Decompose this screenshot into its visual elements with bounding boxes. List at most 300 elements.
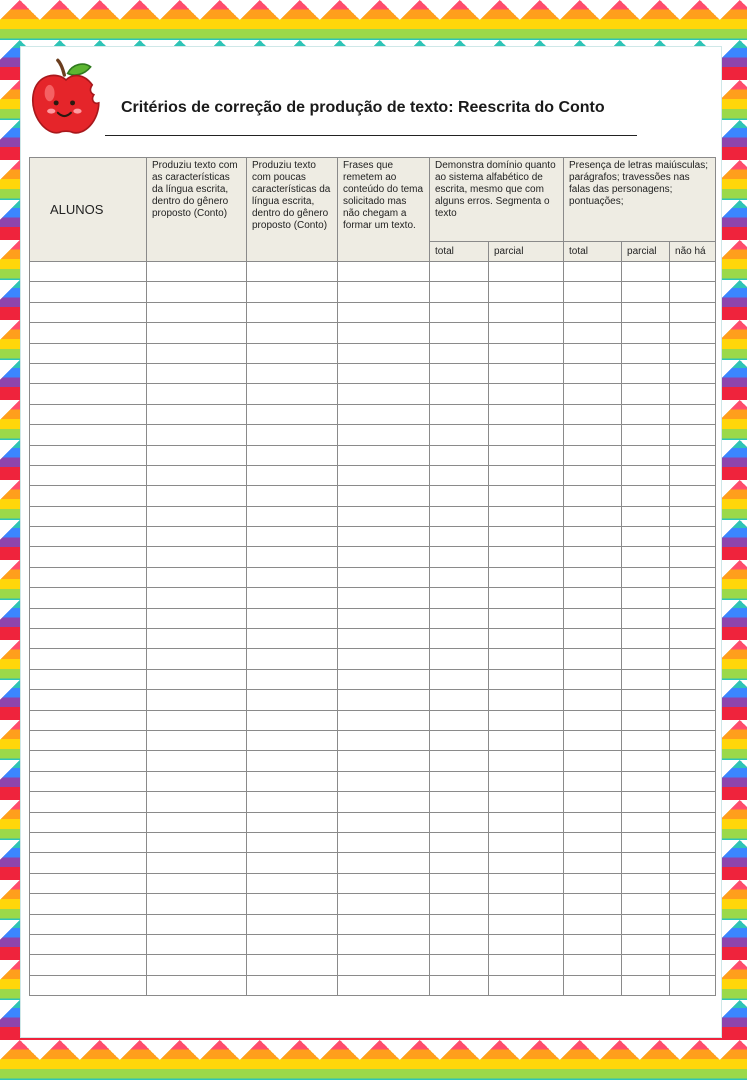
grade-cell[interactable]	[564, 363, 622, 383]
grade-cell[interactable]	[670, 812, 716, 832]
grade-cell[interactable]	[147, 792, 247, 812]
grade-cell[interactable]	[670, 873, 716, 893]
grade-cell[interactable]	[564, 404, 622, 424]
grade-cell[interactable]	[247, 323, 338, 343]
grade-cell[interactable]	[430, 363, 489, 383]
grade-cell[interactable]	[564, 608, 622, 628]
grade-cell[interactable]	[247, 445, 338, 465]
grade-cell[interactable]	[670, 567, 716, 587]
grade-cell[interactable]	[430, 506, 489, 526]
grade-cell[interactable]	[147, 567, 247, 587]
grade-cell[interactable]	[670, 302, 716, 322]
grade-cell[interactable]	[147, 649, 247, 669]
grade-cell[interactable]	[247, 608, 338, 628]
grade-cell[interactable]	[430, 527, 489, 547]
grade-cell[interactable]	[622, 730, 670, 750]
grade-cell[interactable]	[247, 363, 338, 383]
grade-cell[interactable]	[670, 629, 716, 649]
grade-cell[interactable]	[489, 629, 564, 649]
grade-cell[interactable]	[247, 894, 338, 914]
grade-cell[interactable]	[489, 649, 564, 669]
student-name-cell[interactable]	[30, 771, 147, 791]
grade-cell[interactable]	[564, 792, 622, 812]
grade-cell[interactable]	[430, 445, 489, 465]
grade-cell[interactable]	[147, 853, 247, 873]
grade-cell[interactable]	[430, 730, 489, 750]
student-name-cell[interactable]	[30, 465, 147, 485]
student-name-cell[interactable]	[30, 547, 147, 567]
grade-cell[interactable]	[247, 955, 338, 975]
grade-cell[interactable]	[338, 629, 430, 649]
grade-cell[interactable]	[489, 425, 564, 445]
grade-cell[interactable]	[622, 934, 670, 954]
grade-cell[interactable]	[338, 812, 430, 832]
grade-cell[interactable]	[489, 894, 564, 914]
grade-cell[interactable]	[489, 710, 564, 730]
grade-cell[interactable]	[489, 547, 564, 567]
student-name-cell[interactable]	[30, 302, 147, 322]
grade-cell[interactable]	[670, 547, 716, 567]
grade-cell[interactable]	[430, 323, 489, 343]
grade-cell[interactable]	[670, 445, 716, 465]
grade-cell[interactable]	[670, 465, 716, 485]
grade-cell[interactable]	[489, 445, 564, 465]
grade-cell[interactable]	[489, 669, 564, 689]
student-name-cell[interactable]	[30, 486, 147, 506]
grade-cell[interactable]	[489, 343, 564, 363]
grade-cell[interactable]	[430, 669, 489, 689]
grade-cell[interactable]	[622, 343, 670, 363]
grade-cell[interactable]	[338, 445, 430, 465]
grade-cell[interactable]	[147, 445, 247, 465]
grade-cell[interactable]	[430, 588, 489, 608]
grade-cell[interactable]	[670, 710, 716, 730]
grade-cell[interactable]	[489, 404, 564, 424]
grade-cell[interactable]	[430, 404, 489, 424]
grade-cell[interactable]	[147, 262, 247, 282]
grade-cell[interactable]	[670, 404, 716, 424]
grade-cell[interactable]	[147, 323, 247, 343]
grade-cell[interactable]	[147, 302, 247, 322]
grade-cell[interactable]	[430, 934, 489, 954]
grade-cell[interactable]	[430, 465, 489, 485]
grade-cell[interactable]	[338, 955, 430, 975]
grade-cell[interactable]	[247, 567, 338, 587]
student-name-cell[interactable]	[30, 669, 147, 689]
grade-cell[interactable]	[564, 771, 622, 791]
grade-cell[interactable]	[338, 975, 430, 995]
grade-cell[interactable]	[670, 608, 716, 628]
grade-cell[interactable]	[147, 384, 247, 404]
grade-cell[interactable]	[564, 547, 622, 567]
grade-cell[interactable]	[670, 384, 716, 404]
grade-cell[interactable]	[147, 955, 247, 975]
grade-cell[interactable]	[564, 751, 622, 771]
student-name-cell[interactable]	[30, 894, 147, 914]
grade-cell[interactable]	[338, 282, 430, 302]
grade-cell[interactable]	[338, 486, 430, 506]
grade-cell[interactable]	[489, 486, 564, 506]
grade-cell[interactable]	[489, 323, 564, 343]
student-name-cell[interactable]	[30, 853, 147, 873]
grade-cell[interactable]	[622, 262, 670, 282]
grade-cell[interactable]	[564, 486, 622, 506]
grade-cell[interactable]	[622, 751, 670, 771]
grade-cell[interactable]	[147, 894, 247, 914]
grade-cell[interactable]	[338, 730, 430, 750]
grade-cell[interactable]	[489, 567, 564, 587]
grade-cell[interactable]	[670, 792, 716, 812]
grade-cell[interactable]	[670, 343, 716, 363]
grade-cell[interactable]	[338, 914, 430, 934]
grade-cell[interactable]	[430, 690, 489, 710]
grade-cell[interactable]	[489, 506, 564, 526]
grade-cell[interactable]	[622, 282, 670, 302]
grade-cell[interactable]	[147, 873, 247, 893]
grade-cell[interactable]	[430, 751, 489, 771]
grade-cell[interactable]	[622, 567, 670, 587]
grade-cell[interactable]	[247, 506, 338, 526]
grade-cell[interactable]	[147, 465, 247, 485]
grade-cell[interactable]	[147, 527, 247, 547]
grade-cell[interactable]	[430, 873, 489, 893]
grade-cell[interactable]	[147, 832, 247, 852]
grade-cell[interactable]	[430, 262, 489, 282]
grade-cell[interactable]	[622, 792, 670, 812]
grade-cell[interactable]	[564, 425, 622, 445]
grade-cell[interactable]	[247, 710, 338, 730]
grade-cell[interactable]	[622, 588, 670, 608]
grade-cell[interactable]	[622, 832, 670, 852]
grade-cell[interactable]	[489, 730, 564, 750]
grade-cell[interactable]	[622, 853, 670, 873]
grade-cell[interactable]	[338, 384, 430, 404]
grade-cell[interactable]	[147, 425, 247, 445]
grade-cell[interactable]	[622, 465, 670, 485]
grade-cell[interactable]	[338, 894, 430, 914]
student-name-cell[interactable]	[30, 527, 147, 547]
grade-cell[interactable]	[489, 302, 564, 322]
grade-cell[interactable]	[338, 853, 430, 873]
grade-cell[interactable]	[147, 975, 247, 995]
grade-cell[interactable]	[622, 812, 670, 832]
grade-cell[interactable]	[564, 282, 622, 302]
grade-cell[interactable]	[247, 751, 338, 771]
grade-cell[interactable]	[622, 975, 670, 995]
grade-cell[interactable]	[338, 363, 430, 383]
grade-cell[interactable]	[338, 751, 430, 771]
grade-cell[interactable]	[489, 975, 564, 995]
grade-cell[interactable]	[670, 955, 716, 975]
student-name-cell[interactable]	[30, 445, 147, 465]
grade-cell[interactable]	[430, 853, 489, 873]
grade-cell[interactable]	[670, 934, 716, 954]
grade-cell[interactable]	[489, 873, 564, 893]
grade-cell[interactable]	[147, 669, 247, 689]
grade-cell[interactable]	[670, 832, 716, 852]
grade-cell[interactable]	[670, 649, 716, 669]
student-name-cell[interactable]	[30, 323, 147, 343]
grade-cell[interactable]	[622, 914, 670, 934]
grade-cell[interactable]	[338, 771, 430, 791]
grade-cell[interactable]	[147, 751, 247, 771]
grade-cell[interactable]	[147, 812, 247, 832]
grade-cell[interactable]	[564, 506, 622, 526]
grade-cell[interactable]	[489, 832, 564, 852]
grade-cell[interactable]	[489, 363, 564, 383]
grade-cell[interactable]	[622, 323, 670, 343]
grade-cell[interactable]	[430, 384, 489, 404]
grade-cell[interactable]	[564, 832, 622, 852]
grade-cell[interactable]	[489, 955, 564, 975]
grade-cell[interactable]	[147, 363, 247, 383]
grade-cell[interactable]	[564, 262, 622, 282]
grade-cell[interactable]	[147, 690, 247, 710]
grade-cell[interactable]	[564, 853, 622, 873]
grade-cell[interactable]	[670, 730, 716, 750]
grade-cell[interactable]	[247, 547, 338, 567]
grade-cell[interactable]	[564, 323, 622, 343]
grade-cell[interactable]	[147, 282, 247, 302]
grade-cell[interactable]	[564, 812, 622, 832]
grade-cell[interactable]	[430, 894, 489, 914]
student-name-cell[interactable]	[30, 955, 147, 975]
grade-cell[interactable]	[564, 955, 622, 975]
grade-cell[interactable]	[622, 486, 670, 506]
grade-cell[interactable]	[147, 506, 247, 526]
grade-cell[interactable]	[670, 486, 716, 506]
grade-cell[interactable]	[430, 649, 489, 669]
grade-cell[interactable]	[338, 710, 430, 730]
grade-cell[interactable]	[670, 894, 716, 914]
grade-cell[interactable]	[489, 608, 564, 628]
grade-cell[interactable]	[147, 730, 247, 750]
grade-cell[interactable]	[670, 751, 716, 771]
student-name-cell[interactable]	[30, 649, 147, 669]
grade-cell[interactable]	[564, 914, 622, 934]
grade-cell[interactable]	[489, 384, 564, 404]
grade-cell[interactable]	[247, 771, 338, 791]
grade-cell[interactable]	[670, 363, 716, 383]
student-name-cell[interactable]	[30, 914, 147, 934]
grade-cell[interactable]	[338, 527, 430, 547]
grade-cell[interactable]	[489, 792, 564, 812]
student-name-cell[interactable]	[30, 384, 147, 404]
grade-cell[interactable]	[247, 465, 338, 485]
grade-cell[interactable]	[622, 384, 670, 404]
grade-cell[interactable]	[147, 629, 247, 649]
grade-cell[interactable]	[147, 914, 247, 934]
grade-cell[interactable]	[147, 934, 247, 954]
grade-cell[interactable]	[247, 690, 338, 710]
grade-cell[interactable]	[338, 588, 430, 608]
grade-cell[interactable]	[247, 343, 338, 363]
grade-cell[interactable]	[564, 465, 622, 485]
grade-cell[interactable]	[622, 506, 670, 526]
grade-cell[interactable]	[622, 649, 670, 669]
grade-cell[interactable]	[622, 404, 670, 424]
grade-cell[interactable]	[338, 669, 430, 689]
grade-cell[interactable]	[147, 343, 247, 363]
grade-cell[interactable]	[247, 832, 338, 852]
grade-cell[interactable]	[247, 649, 338, 669]
grade-cell[interactable]	[247, 914, 338, 934]
grade-cell[interactable]	[338, 873, 430, 893]
grade-cell[interactable]	[338, 690, 430, 710]
grade-cell[interactable]	[564, 710, 622, 730]
grade-cell[interactable]	[338, 302, 430, 322]
grade-cell[interactable]	[564, 567, 622, 587]
grade-cell[interactable]	[564, 690, 622, 710]
grade-cell[interactable]	[564, 649, 622, 669]
student-name-cell[interactable]	[30, 975, 147, 995]
student-name-cell[interactable]	[30, 873, 147, 893]
grade-cell[interactable]	[338, 547, 430, 567]
grade-cell[interactable]	[430, 771, 489, 791]
grade-cell[interactable]	[430, 812, 489, 832]
grade-cell[interactable]	[247, 425, 338, 445]
grade-cell[interactable]	[338, 649, 430, 669]
grade-cell[interactable]	[430, 282, 489, 302]
grade-cell[interactable]	[622, 690, 670, 710]
grade-cell[interactable]	[430, 955, 489, 975]
grade-cell[interactable]	[430, 629, 489, 649]
grade-cell[interactable]	[622, 425, 670, 445]
grade-cell[interactable]	[338, 792, 430, 812]
student-name-cell[interactable]	[30, 832, 147, 852]
grade-cell[interactable]	[247, 669, 338, 689]
student-name-cell[interactable]	[30, 690, 147, 710]
grade-cell[interactable]	[670, 506, 716, 526]
grade-cell[interactable]	[147, 486, 247, 506]
student-name-cell[interactable]	[30, 343, 147, 363]
grade-cell[interactable]	[247, 282, 338, 302]
grade-cell[interactable]	[564, 975, 622, 995]
grade-cell[interactable]	[622, 894, 670, 914]
student-name-cell[interactable]	[30, 934, 147, 954]
grade-cell[interactable]	[338, 934, 430, 954]
student-name-cell[interactable]	[30, 567, 147, 587]
grade-cell[interactable]	[622, 771, 670, 791]
grade-cell[interactable]	[622, 608, 670, 628]
student-name-cell[interactable]	[30, 629, 147, 649]
grade-cell[interactable]	[489, 527, 564, 547]
student-name-cell[interactable]	[30, 730, 147, 750]
grade-cell[interactable]	[430, 914, 489, 934]
grade-cell[interactable]	[430, 425, 489, 445]
grade-cell[interactable]	[489, 751, 564, 771]
grade-cell[interactable]	[489, 934, 564, 954]
grade-cell[interactable]	[670, 588, 716, 608]
grade-cell[interactable]	[338, 608, 430, 628]
student-name-cell[interactable]	[30, 262, 147, 282]
grade-cell[interactable]	[564, 629, 622, 649]
grade-cell[interactable]	[670, 914, 716, 934]
grade-cell[interactable]	[247, 792, 338, 812]
grade-cell[interactable]	[670, 975, 716, 995]
grade-cell[interactable]	[564, 527, 622, 547]
grade-cell[interactable]	[338, 506, 430, 526]
grade-cell[interactable]	[338, 343, 430, 363]
student-name-cell[interactable]	[30, 425, 147, 445]
grade-cell[interactable]	[670, 323, 716, 343]
grade-cell[interactable]	[622, 955, 670, 975]
grade-cell[interactable]	[338, 567, 430, 587]
grade-cell[interactable]	[430, 832, 489, 852]
grade-cell[interactable]	[670, 262, 716, 282]
grade-cell[interactable]	[670, 771, 716, 791]
grade-cell[interactable]	[430, 302, 489, 322]
grade-cell[interactable]	[430, 343, 489, 363]
grade-cell[interactable]	[489, 588, 564, 608]
grade-cell[interactable]	[670, 282, 716, 302]
grade-cell[interactable]	[247, 588, 338, 608]
grade-cell[interactable]	[622, 547, 670, 567]
grade-cell[interactable]	[247, 527, 338, 547]
grade-cell[interactable]	[338, 404, 430, 424]
grade-cell[interactable]	[430, 567, 489, 587]
grade-cell[interactable]	[338, 425, 430, 445]
student-name-cell[interactable]	[30, 751, 147, 771]
grade-cell[interactable]	[564, 588, 622, 608]
grade-cell[interactable]	[622, 873, 670, 893]
grade-cell[interactable]	[338, 323, 430, 343]
grade-cell[interactable]	[622, 445, 670, 465]
grade-cell[interactable]	[430, 710, 489, 730]
grade-cell[interactable]	[564, 302, 622, 322]
grade-cell[interactable]	[489, 262, 564, 282]
grade-cell[interactable]	[564, 384, 622, 404]
grade-cell[interactable]	[670, 425, 716, 445]
grade-cell[interactable]	[147, 547, 247, 567]
grade-cell[interactable]	[564, 894, 622, 914]
grade-cell[interactable]	[489, 465, 564, 485]
grade-cell[interactable]	[564, 730, 622, 750]
grade-cell[interactable]	[147, 771, 247, 791]
grade-cell[interactable]	[489, 771, 564, 791]
grade-cell[interactable]	[622, 669, 670, 689]
grade-cell[interactable]	[430, 975, 489, 995]
grade-cell[interactable]	[564, 873, 622, 893]
student-name-cell[interactable]	[30, 282, 147, 302]
student-name-cell[interactable]	[30, 506, 147, 526]
grade-cell[interactable]	[489, 282, 564, 302]
grade-cell[interactable]	[622, 363, 670, 383]
grade-cell[interactable]	[247, 629, 338, 649]
grade-cell[interactable]	[489, 690, 564, 710]
grade-cell[interactable]	[489, 853, 564, 873]
grade-cell[interactable]	[622, 710, 670, 730]
grade-cell[interactable]	[338, 832, 430, 852]
grade-cell[interactable]	[247, 486, 338, 506]
student-name-cell[interactable]	[30, 588, 147, 608]
student-name-cell[interactable]	[30, 812, 147, 832]
grade-cell[interactable]	[564, 445, 622, 465]
grade-cell[interactable]	[622, 527, 670, 547]
grade-cell[interactable]	[430, 792, 489, 812]
grade-cell[interactable]	[430, 547, 489, 567]
grade-cell[interactable]	[247, 262, 338, 282]
student-name-cell[interactable]	[30, 404, 147, 424]
student-name-cell[interactable]	[30, 363, 147, 383]
grade-cell[interactable]	[247, 873, 338, 893]
grade-cell[interactable]	[247, 384, 338, 404]
grade-cell[interactable]	[564, 343, 622, 363]
student-name-cell[interactable]	[30, 710, 147, 730]
grade-cell[interactable]	[147, 710, 247, 730]
grade-cell[interactable]	[147, 588, 247, 608]
grade-cell[interactable]	[338, 465, 430, 485]
